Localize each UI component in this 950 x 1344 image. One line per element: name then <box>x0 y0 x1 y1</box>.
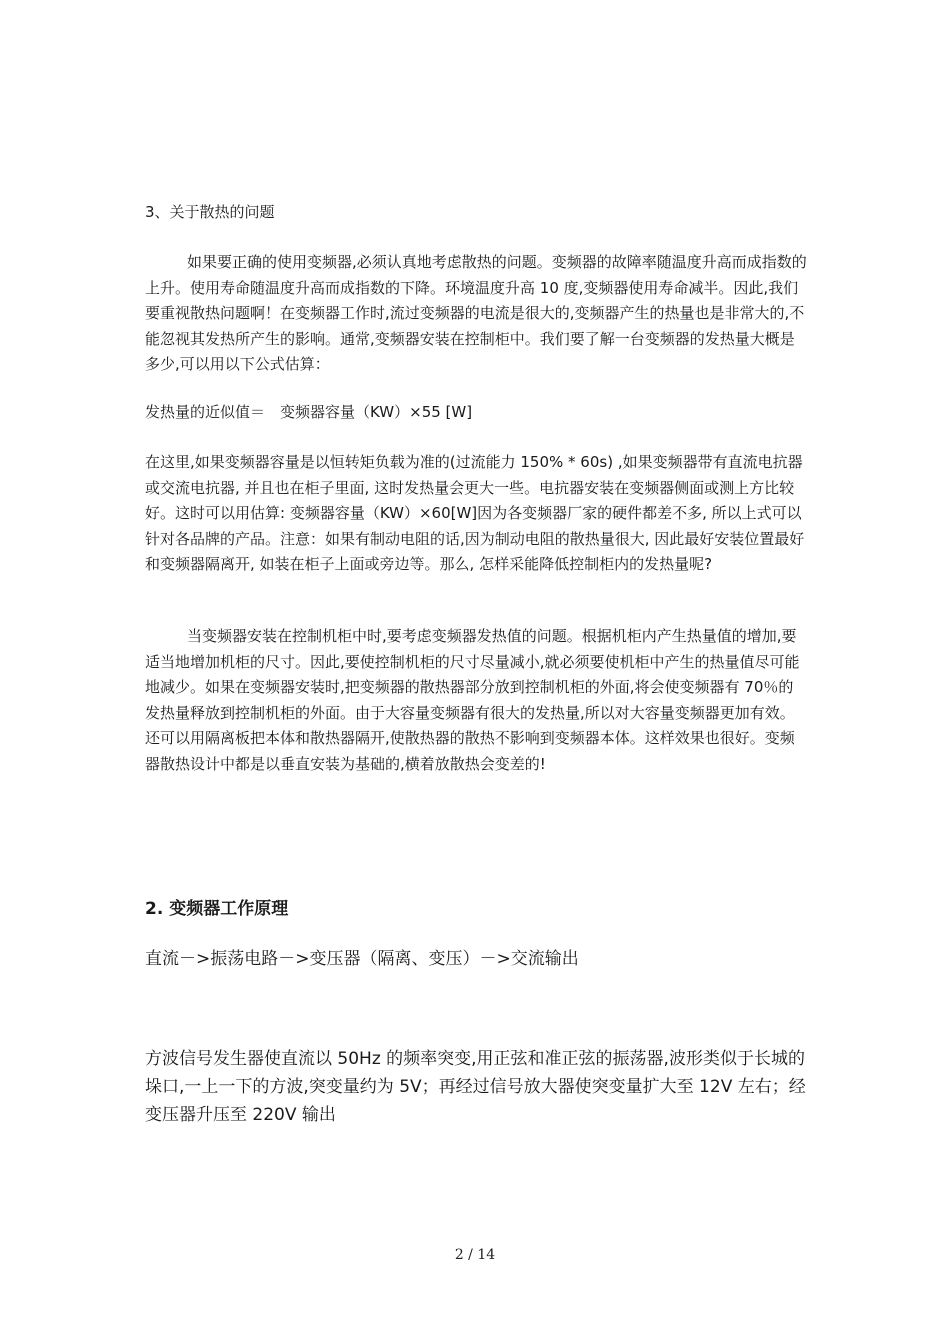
paragraph-heat-cabinet: 当变频器安装在控制机柜中时,要考虑变频器发热值的问题。根据机柜内产生热量值的增加,要适当地增加机柜的尺寸。因此,要使控制机柜的尺寸尽量减小,就必须要使机柜中产生的热量值尽可能地减少。如果在变频器安装时,把变频器的散热器部分放到控制机柜的外面,将会使变频器有 70％的发热量释放到控制机柜的外面。由于大容量变频器有很大的发热量,所以对大容量变频器更加有效。还可以用隔离板把本体和散热器隔开,使散热器的散热不影响到变频器本体。这样效果也很好。变频器散热设计中都是以垂直安装为基础的,横着放散热会变差的! <box>145 627 800 773</box>
formula-heat-estimate: 发热量的近似值＝ 变频器容量（KW）×55 [W] <box>145 403 473 421</box>
section-heading-working-principle: 2. 变频器工作原理 <box>145 899 289 919</box>
flow-description: 直流－>振荡电路－>变压器（隔离、变压）－>交流输出 <box>145 949 579 969</box>
page-number: 2 / 14 <box>454 1247 496 1263</box>
paragraph-heat-intro: 如果要正确的使用变频器,必须认真地考虑散热的问题。变频器的故障率随温度升高而成指数的上升。使用寿命随温度升高而成指数的下降。环境温度升高 10 度,变频器使用寿命减半。因此,我们要重视散热问题啊！在变频器工作时,流过变频器的电流是很大的,变频器产生的热量也是非常大的,不能忽视其发热所产生的影响。通常,变频器安装在控制柜中。我们要了解一台变频器的发热量大概是多少,可以用以下公式估算： <box>145 253 807 373</box>
paragraph-heat-reactor: 在这里,如果变频器容量是以恒转矩负载为准的(过流能力 150% * 60s) ,如果变频器带有直流电抗器或交流电抗器, 并且也在柜子里面, 这时发热量会更大一些。电抗器安装在变频器侧面或测上方比较好。这时可以用估算: 变频器容量（KW）×60[W]因为各变频器厂家的硬件都差不多, 所以上式可以针对各品牌的产品。注意：如果有制动电阻的话,因为制动电阻的散热量很大, 因此最好安装位置最好和变频器隔离开, 如装在柜子上面或旁边等。那么, 怎样采能降低控制柜内的发热量呢? <box>145 453 805 573</box>
section-heading-heat-dissipation: 3、关于散热的问题 <box>145 203 275 221</box>
paragraph-square-wave: 方波信号发生器使直流以 50Hz 的频率突变,用正弦和准正弦的振荡器,波形类似于长城的垛口,一上一下的方波,突变量约为 5V；再经过信号放大器使突变量扩大至 12V 左右；经变压器升压至 220V 输出 <box>145 1049 806 1125</box>
